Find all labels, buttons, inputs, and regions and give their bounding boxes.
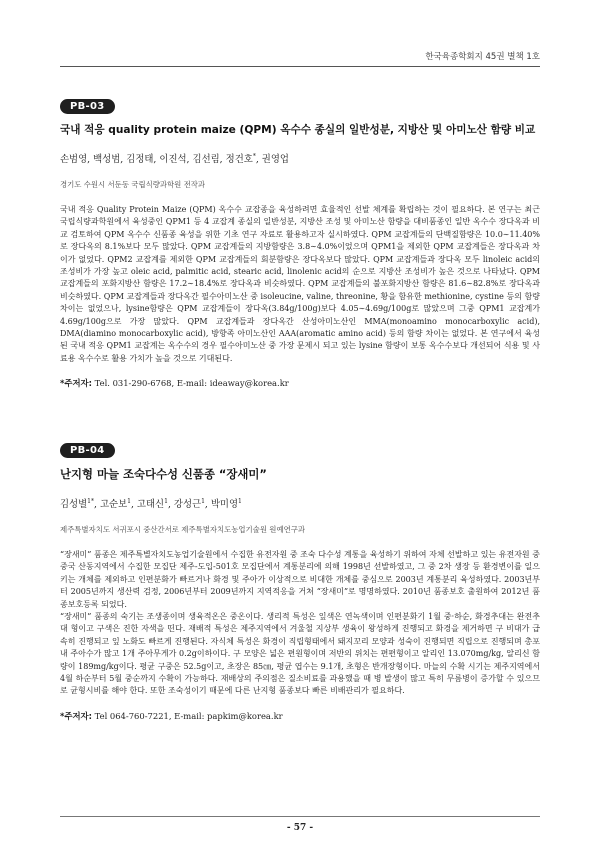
abstract-pb03 (60, 94, 540, 389)
abstract-affiliation: 제주특별자치도 서귀포시 중산간서로 제주특별자치도농업기술원 원예연구과 (60, 525, 305, 534)
abstract-pb04 (60, 438, 540, 722)
abstract-title: 난지형 마늘 조숙다수성 신품종 “장새미” (60, 467, 267, 481)
abstract-title: 국내 적응 quality protein maize (QPM) 옥수수 종실의 일반성분, 지방산 및 아미노산 함량 비교 (60, 124, 536, 136)
page-number: - 57 - (286, 823, 314, 833)
abstract-authors: 손범영, 백성범, 김정태, 이진석, 김선림, 정건호*, 권영업 (60, 152, 289, 165)
contact-label: *주저자: (60, 378, 92, 389)
abstract-body (60, 204, 540, 365)
abstract-authors: 김성별$^{1*}$, 고순보$^1$, 고태신$^1$, 강성근$^1$, 박미영$^1$ (60, 497, 242, 510)
abstract-paragraph: “장새미” 품종의 숙기는 조생종이며 생육적온은 중온이다. 생리적 특성은 잎색은 연녹색이며 인편분화기 1월 중·하순, 화경추대는 완전추대 형이고 구색은 진한 자색을 띤다. 재배적 특성은 제주지역에서 겨울철 지상부 생육이 왕성하게 진행되고 화경을 제거하면 구 비대가 급속히 진행되고 잎 노화도 빠르게 진행된다. 자식체 특성은 화경이 직립형태에서 돼지꼬리 모양과 성숙이 진행되면 직립으로 진행되며 총포내 주아수가 많고 1개 주아무게가 0.2g이하이다. 구 모양은 넓은 편원형이며 저반의 위치는 편편형이고 알리인 13.070mg/kg, 알리신 함량이 189mg/kg이다. 평균 구중은 52.5g이고, 초장은 85㎝, 평균 엽수는 9.1개, 초형은 반개장형이다. 마늘의 수확 시기는 제주지역에서 4월 하순부터 5월 중순까지 수확이 가능하다. 재배상의 주의점은 질소비료를 과용했을 때 병 발생이 많고 특히 무름병이 증가할 수 있으므로 균형시비를 해야 한다. 또한 조숙성이기 때문에 다른 난지형 품종보다 빠른 비배관리가 필요하다. (60, 612, 540, 696)
contact-details: Tel 064-760-7221, E-mail: papkim@korea.kr (94, 710, 283, 721)
footer-divider (60, 816, 540, 817)
abstract-code-badge: PB-03 (60, 99, 115, 114)
abstract-body (60, 549, 540, 698)
journal-header: 한국육종학회지 45권 별책 1호 (425, 52, 540, 62)
abstract-code-badge: PB-04 (60, 443, 115, 458)
abstract-paragraph: 국내 적응 Quality Protein Maize (QPM) 옥수수 교잡종을 육성하려면 효율적인 선발 체계를 확립하는 것이 필요하다. 본 연구는 최근 국립식량과학원에서 육성중인 QPM1 등 4 교잡계 종실의 일반성분, 지방산 조성 및 아미노산 함량을 대비품종인 일반 옥수수 장다옥과 비교 검토하여 QPM 옥수수 신품종 육성을 위한 기초 연구 자료로 활용하고자 실시하였다. QPM 교잡계들의 단백질함량은 10.0∼11.40%로 장다옥의 8.1%보다 모두 많았다. QPM 교잡계들의 지방함량은 3.8∼4.0%이었으며 QPM1을 제외한 QPM 교잡계들은 장다옥과 차이가 없었다. QPM2 교잡계를 제외한 QPM 교잡계들의 회분함량은 장다옥보다 많았다. QPM 교잡계들과 장다옥 모두 linoleic acid의 조성비가 가장 높고 oleic acid, palmitic acid, stearic acid, linolenic acid의 순으로 지방산 조성비가 높은 것으로 나타났다. QPM 교잡계들의 포화지방산 함량은 17.2∼18.4%로 장다옥과 비슷하였다. QPM 교잡계들의 불포화지방산 함량은 81.6∼82.8%로 장다옥과 비슷하였다. QPM 교잡계들과 장다옥간 필수아미노산 중 isoleucine, valine, threonine, 황을 함유한 methionine, cystine 등의 함량 차이는 없었으나, lysine함량은 QPM 교잡계들이 장다옥(3.84g/100g)보다 4.05∼4.69g/100g로 많았으며 그중 QPM1 교잡계가 4.69g/100g으로 가장 많았다. QPM 교잡계들과 장다옥간 산성아미노산인 MMA(monoamino monocarboxylic acid), DMA(diamino monocarboxylic acid), 방향족 아미노산인 AAA(aromatic amino acid) 등의 함량 차이는 없었다. 본 연구에서 육성된 국내 적응 QPM1 교잡계는 옥수수의 경우 필수아미노산 중 가장 문제시 되고 있는 lysine 함량이 보통 옥수수보다 개선되어 식용 및 사료용 옥수수로 활용 가치가 높을 것으로 기대된다. (60, 205, 540, 363)
abstract-affiliation: 경기도 수원시 서둔동 국립식량과학원 전작과 (60, 180, 206, 189)
abstract-paragraph: “장새미” 품종은 제주특별자치도농업기술원에서 수집한 유전자원 중 조숙 다수성 계통을 육성하기 위하여 자체 선발하고 있는 유전자원 중 중국 산동지역에서 수집한 모집단 제주-도입-501호 모집단에서 계통분리에 의해 1998년 선발하였고, 그 중 2차 생장 등 환경변이를 일으키는 개체를 제외하고 인편분화가 빠르거나 화경 및 주아가 이상적으로 비대한 개체를 중심으로 2003년 계통분리 육성하였다. 2003년부터 2005년까지 생산력 검정, 2006년부터 2009년까지 지역적응을 거쳐 “장새미”로 명명하였다. 2010년 품종보호 출원하여 2012년 품종보호등록 되었다. (60, 550, 540, 609)
header-divider (60, 66, 540, 67)
contact-label: *주저자: (60, 710, 92, 721)
corresponding-author (60, 377, 540, 389)
corresponding-author (60, 710, 540, 722)
contact-details: Tel. 031-290-6768, E-mail: ideaway@korea.kr (94, 378, 289, 389)
